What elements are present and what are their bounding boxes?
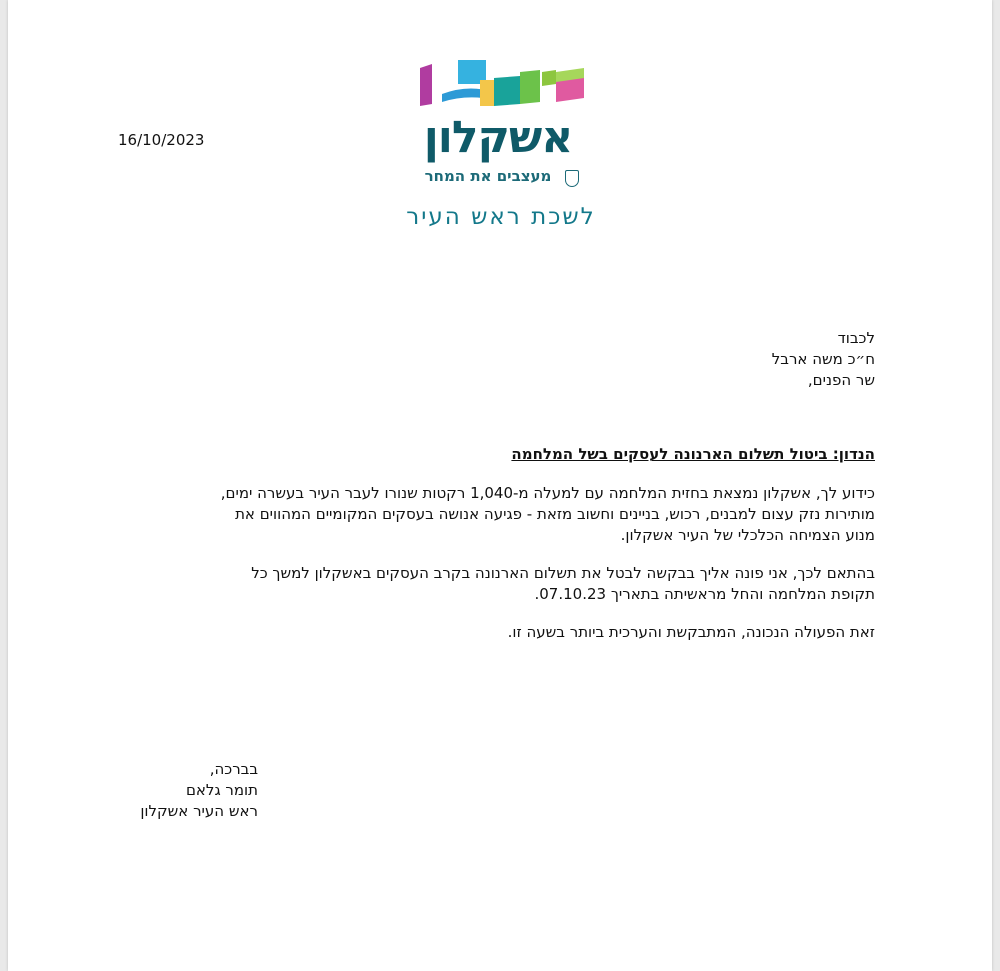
body-paragraph-2 xyxy=(135,563,875,605)
body-line: מנוע הצמיחה הכלכלי של העיר אשקלון. xyxy=(620,526,875,544)
letter-subject: הנדון: ביטול תשלום הארנונה לעסקים בשל המלחמה xyxy=(511,445,875,463)
signature-block xyxy=(118,759,258,822)
city-emblem-icon xyxy=(565,170,579,187)
signature-name: תומר גלאם xyxy=(185,781,258,799)
recipient-salutation: לכבוד xyxy=(837,329,875,347)
office-name: לשכת ראש העיר xyxy=(406,204,596,230)
recipient-title: שר הפנים, xyxy=(807,371,875,389)
recipient-name: ח״כ משה ארבל xyxy=(771,350,875,368)
recipient-block xyxy=(772,328,875,391)
body-paragraph-1 xyxy=(135,483,875,546)
body-line: תקופת המלחמה והחל מראשיתה בתאריך 07.10.23. xyxy=(534,585,875,603)
letter-date: 16/10/2023 xyxy=(118,131,205,149)
signature-closing: בברכה, xyxy=(209,760,258,778)
body-paragraph-3: זאת הפעולה הנכונה, המתבקשת והערכית ביותר בשעה זו. xyxy=(507,623,875,641)
logo-slogan: מעצבים את המחר xyxy=(424,167,552,185)
signature-title: ראש העיר אשקלון xyxy=(140,802,258,820)
body-line: בהתאם לכך, אני פונה אליך בבקשה לבטל את תשלום הארנונה בקרב העסקים באשקלון למשך כל xyxy=(251,564,875,582)
body-line: כידוע לך, אשקלון נמצאת בחזית המלחמה עם למעלה מ-1,040 רקטות שנורו לעבר העיר בעשרה ימים, xyxy=(220,484,875,502)
body-line: מותירות נזק עצום למבנים, רכוש, בניינים וחשוב מזאת - פגיעה אנושה בעסקים המקומיים המהווים את xyxy=(235,505,875,523)
logo-city-name: אשקלון xyxy=(423,112,573,163)
logo-skyline-graphic xyxy=(408,54,588,114)
